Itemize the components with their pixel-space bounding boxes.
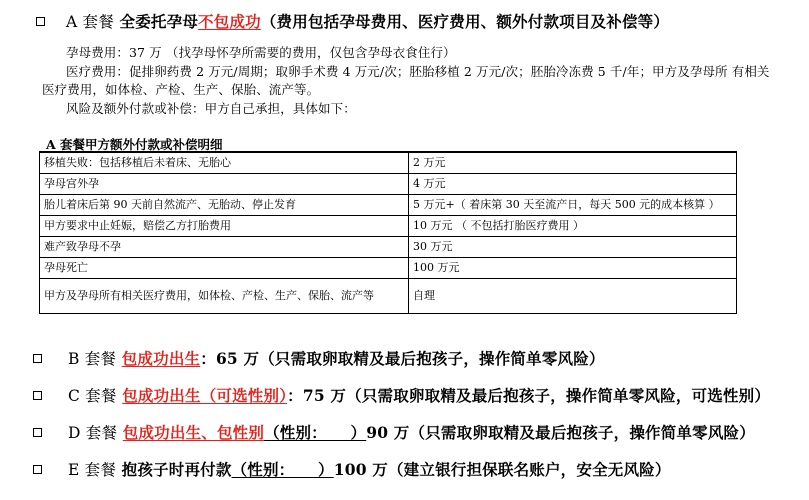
package-d-gender-field[interactable]: （性别： ）: [264, 423, 367, 442]
package-d-checkbox[interactable]: [33, 428, 42, 437]
package-e-price: 100 万: [333, 460, 388, 479]
package-a-title-note: （费用包括孕母费用、医疗费用、额外付款项目及补偿等）: [260, 12, 670, 31]
package-e-note: （建立银行担保联名账户，安全无风险）: [387, 460, 671, 479]
table-cell-item: 甲方及孕母所有相关医疗费用，如体检、产检、生产、保胎、流产等: [40, 279, 409, 314]
package-e-gender-field[interactable]: （性别： ）: [231, 460, 334, 479]
package-b-heading: [68, 347, 605, 369]
package-e-title: 抱孩子时再付款: [121, 460, 232, 479]
surrogate-fee-line: 孕母费用：37 万 （找孕母怀孕所需要的费用，仅包含孕母衣食住行）: [66, 45, 456, 60]
table-row: [40, 237, 737, 258]
package-e-label: E 套餐: [68, 461, 117, 479]
table-cell-amount: 自理: [409, 279, 737, 314]
package-c-title-red: 包成功出生（可选性别）: [122, 386, 288, 405]
package-b-price: ：65 万: [200, 349, 260, 368]
medical-fee-line-1: 医疗费用：促排卵药费 2 万元/周期；取卵手术费 4 万元/次；胚胎移植 2 万元/次；胚胎冷冻费 5 千/年；甲方及孕母所 有相关: [66, 64, 770, 79]
table-cell-amount: 2 万元: [409, 152, 737, 174]
table-row: [40, 152, 737, 174]
package-a-checkbox[interactable]: [36, 17, 45, 26]
package-a-title-prefix: 全委托孕母: [119, 12, 199, 31]
package-a-heading: [66, 10, 669, 32]
package-c-checkbox[interactable]: [33, 391, 42, 400]
package-c-price: ：75 万: [287, 386, 347, 405]
package-d-label: D 套餐: [68, 424, 118, 442]
table-row: [40, 216, 737, 237]
package-e-heading: [68, 458, 671, 480]
package-a-title-red: 不包成功: [198, 12, 261, 31]
medical-fee-line-2: 医疗费用，如体检、产检、生产、保胎、流产等。: [42, 82, 320, 97]
table-cell-item: 甲方要求中止妊娠，赔偿乙方打胎费用: [40, 216, 409, 237]
package-b-note: （只需取卵取精及最后抱孩子，操作简单零风险）: [259, 349, 605, 368]
compensation-table: [39, 151, 737, 314]
package-a-label: A 套餐: [66, 13, 114, 31]
table-row: [40, 258, 737, 279]
package-d-heading: [68, 421, 755, 443]
table-cell-item: 胎儿着床后第 90 天前自然流产、无胎动、停止发育: [40, 195, 409, 216]
package-c-label: C 套餐: [68, 387, 117, 405]
compensation-table-title: A 套餐甲方额外付款或补偿明细: [46, 137, 223, 152]
package-b-label: B 套餐: [68, 350, 117, 368]
package-d-note: （只需取卵取精及最后抱孩子，操作简单零风险）: [409, 423, 755, 442]
table-cell-amount: 10 万元 （ 不包括打胎医疗费用 ）: [409, 216, 737, 237]
table-cell-item: 难产致孕母不孕: [40, 237, 409, 258]
table-cell-amount: 5 万元+（ 着床第 30 天至流产日，每天 500 元的成本核算 ）: [409, 195, 737, 216]
package-c-heading: [68, 384, 770, 406]
package-d-title-red: 包成功出生、包性别: [122, 423, 265, 442]
table-cell-amount: 30 万元: [409, 237, 737, 258]
package-b-title-red: 包成功出生: [121, 349, 201, 368]
table-row: [40, 279, 737, 314]
table-cell-item: 移植失败：包括移植后未着床、无胎心: [40, 152, 409, 174]
table-cell-item: 孕母死亡: [40, 258, 409, 279]
table-cell-amount: 100 万元: [409, 258, 737, 279]
table-row: [40, 174, 737, 195]
package-b-checkbox[interactable]: [33, 354, 42, 363]
risk-line: 风险及额外付款或补偿：甲方自己承担，具体如下：: [66, 101, 356, 116]
package-e-checkbox[interactable]: [33, 465, 42, 474]
table-cell-amount: 4 万元: [409, 174, 737, 195]
table-row: [40, 195, 737, 216]
package-c-note: （只需取卵取精及最后抱孩子，操作简单零风险，可选性别）: [346, 386, 771, 405]
table-cell-item: 孕母宫外孕: [40, 174, 409, 195]
package-d-price: 90 万: [366, 423, 410, 442]
